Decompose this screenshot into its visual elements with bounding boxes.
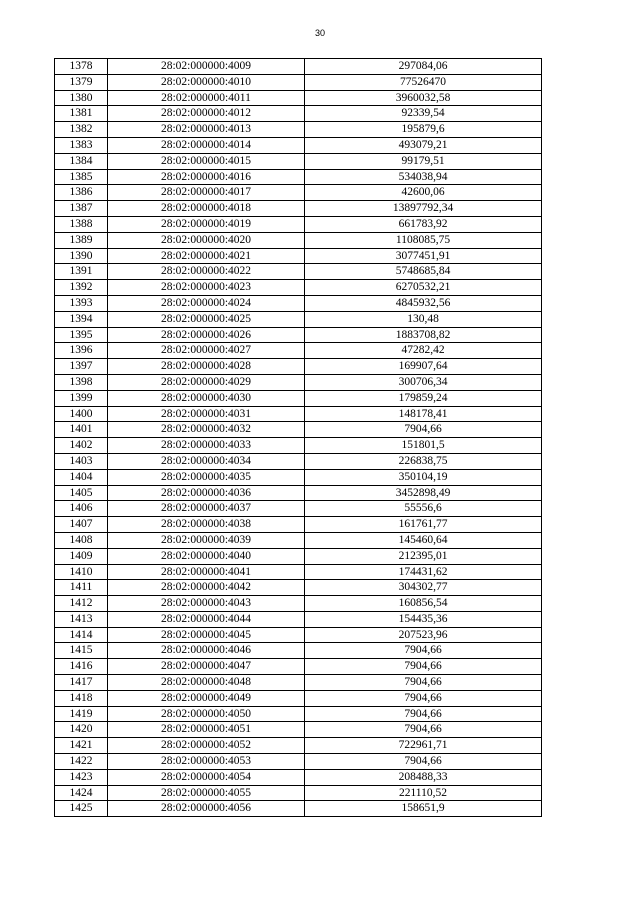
table-row xyxy=(55,137,542,153)
table-row xyxy=(55,659,542,675)
value-cell: 1108085,75 xyxy=(305,232,542,248)
cadastral-number-cell: 28:02:000000:4011 xyxy=(108,90,305,106)
table-row xyxy=(55,754,542,770)
row-number-cell: 1422 xyxy=(55,754,108,770)
cadastral-number-cell: 28:02:000000:4023 xyxy=(108,280,305,296)
cadastral-number-cell: 28:02:000000:4037 xyxy=(108,501,305,517)
value-cell: 7904,66 xyxy=(305,722,542,738)
table-row xyxy=(55,469,542,485)
table-row xyxy=(55,485,542,501)
table-row xyxy=(55,216,542,232)
cadastral-number-cell: 28:02:000000:4029 xyxy=(108,374,305,390)
row-number-cell: 1385 xyxy=(55,169,108,185)
table-row xyxy=(55,327,542,343)
row-number-cell: 1419 xyxy=(55,706,108,722)
table-row xyxy=(55,517,542,533)
cadastral-number-cell: 28:02:000000:4017 xyxy=(108,185,305,201)
cadastral-number-cell: 28:02:000000:4040 xyxy=(108,548,305,564)
cadastral-number-cell: 28:02:000000:4025 xyxy=(108,311,305,327)
row-number-cell: 1412 xyxy=(55,596,108,612)
row-number-cell: 1411 xyxy=(55,580,108,596)
cadastral-number-cell: 28:02:000000:4013 xyxy=(108,122,305,138)
cadastral-number-cell: 28:02:000000:4035 xyxy=(108,469,305,485)
table-row xyxy=(55,801,542,817)
table-row xyxy=(55,311,542,327)
value-cell: 55556,6 xyxy=(305,501,542,517)
value-cell: 42600,06 xyxy=(305,185,542,201)
value-cell: 3960032,58 xyxy=(305,90,542,106)
value-cell: 7904,66 xyxy=(305,422,542,438)
row-number-cell: 1387 xyxy=(55,201,108,217)
row-number-cell: 1425 xyxy=(55,801,108,817)
cadastral-number-cell: 28:02:000000:4033 xyxy=(108,438,305,454)
row-number-cell: 1398 xyxy=(55,374,108,390)
table-row xyxy=(55,769,542,785)
table-row xyxy=(55,580,542,596)
table-row xyxy=(55,422,542,438)
table-row xyxy=(55,706,542,722)
cadastral-number-cell: 28:02:000000:4042 xyxy=(108,580,305,596)
value-cell: 7904,66 xyxy=(305,754,542,770)
value-cell: 77526470 xyxy=(305,74,542,90)
value-cell: 7904,66 xyxy=(305,659,542,675)
row-number-cell: 1421 xyxy=(55,738,108,754)
page-number: 30 xyxy=(314,28,325,38)
cadastral-number-cell: 28:02:000000:4051 xyxy=(108,722,305,738)
cadastral-number-cell: 28:02:000000:4050 xyxy=(108,706,305,722)
row-number-cell: 1395 xyxy=(55,327,108,343)
cadastral-number-cell: 28:02:000000:4016 xyxy=(108,169,305,185)
table-row xyxy=(55,643,542,659)
row-number-cell: 1414 xyxy=(55,627,108,643)
value-cell: 169907,64 xyxy=(305,359,542,375)
table-row xyxy=(55,596,542,612)
cadastral-number-cell: 28:02:000000:4010 xyxy=(108,74,305,90)
row-number-cell: 1379 xyxy=(55,74,108,90)
row-number-cell: 1409 xyxy=(55,548,108,564)
cadastral-number-cell: 28:02:000000:4036 xyxy=(108,485,305,501)
row-number-cell: 1406 xyxy=(55,501,108,517)
value-cell: 174431,62 xyxy=(305,564,542,580)
value-cell: 4845932,56 xyxy=(305,295,542,311)
cadastral-number-cell: 28:02:000000:4049 xyxy=(108,690,305,706)
value-cell: 300706,34 xyxy=(305,374,542,390)
cadastral-number-cell: 28:02:000000:4038 xyxy=(108,517,305,533)
table-row xyxy=(55,738,542,754)
row-number-cell: 1413 xyxy=(55,611,108,627)
table-row xyxy=(55,359,542,375)
cadastral-number-cell: 28:02:000000:4021 xyxy=(108,248,305,264)
value-cell: 1883708,82 xyxy=(305,327,542,343)
value-cell: 148178,41 xyxy=(305,406,542,422)
cadastral-value-table xyxy=(54,58,542,817)
table-row xyxy=(55,564,542,580)
value-cell: 145460,64 xyxy=(305,532,542,548)
value-cell: 92339,54 xyxy=(305,106,542,122)
value-cell: 3077451,91 xyxy=(305,248,542,264)
cadastral-number-cell: 28:02:000000:4027 xyxy=(108,343,305,359)
cadastral-number-cell: 28:02:000000:4047 xyxy=(108,659,305,675)
cadastral-number-cell: 28:02:000000:4034 xyxy=(108,453,305,469)
table-row xyxy=(55,406,542,422)
table-row xyxy=(55,453,542,469)
value-cell: 226838,75 xyxy=(305,453,542,469)
cadastral-number-cell: 28:02:000000:4039 xyxy=(108,532,305,548)
cadastral-number-cell: 28:02:000000:4044 xyxy=(108,611,305,627)
row-number-cell: 1386 xyxy=(55,185,108,201)
row-number-cell: 1389 xyxy=(55,232,108,248)
table-row xyxy=(55,169,542,185)
value-cell: 722961,71 xyxy=(305,738,542,754)
table-row xyxy=(55,785,542,801)
row-number-cell: 1397 xyxy=(55,359,108,375)
row-number-cell: 1417 xyxy=(55,675,108,691)
cadastral-number-cell: 28:02:000000:4015 xyxy=(108,153,305,169)
row-number-cell: 1400 xyxy=(55,406,108,422)
cadastral-number-cell: 28:02:000000:4018 xyxy=(108,201,305,217)
cadastral-number-cell: 28:02:000000:4012 xyxy=(108,106,305,122)
table-row xyxy=(55,722,542,738)
value-cell: 13897792,34 xyxy=(305,201,542,217)
row-number-cell: 1408 xyxy=(55,532,108,548)
row-number-cell: 1381 xyxy=(55,106,108,122)
row-number-cell: 1399 xyxy=(55,390,108,406)
row-number-cell: 1382 xyxy=(55,122,108,138)
value-cell: 7904,66 xyxy=(305,643,542,659)
table-row xyxy=(55,690,542,706)
cadastral-number-cell: 28:02:000000:4032 xyxy=(108,422,305,438)
value-cell: 158651,9 xyxy=(305,801,542,817)
value-cell: 7904,66 xyxy=(305,690,542,706)
table-row xyxy=(55,343,542,359)
row-number-cell: 1393 xyxy=(55,295,108,311)
value-cell: 221110,52 xyxy=(305,785,542,801)
value-cell: 297084,06 xyxy=(305,59,542,75)
table-row xyxy=(55,201,542,217)
table-row xyxy=(55,532,542,548)
cadastral-number-cell: 28:02:000000:4028 xyxy=(108,359,305,375)
row-number-cell: 1423 xyxy=(55,769,108,785)
value-cell: 6270532,21 xyxy=(305,280,542,296)
value-cell: 195879,6 xyxy=(305,122,542,138)
cadastral-number-cell: 28:02:000000:4026 xyxy=(108,327,305,343)
cadastral-number-cell: 28:02:000000:4046 xyxy=(108,643,305,659)
cadastral-number-cell: 28:02:000000:4019 xyxy=(108,216,305,232)
row-number-cell: 1383 xyxy=(55,137,108,153)
value-cell: 151801,5 xyxy=(305,438,542,454)
table-row xyxy=(55,438,542,454)
value-cell: 47282,42 xyxy=(305,343,542,359)
row-number-cell: 1391 xyxy=(55,264,108,280)
value-cell: 130,48 xyxy=(305,311,542,327)
table-row xyxy=(55,59,542,75)
table-row xyxy=(55,390,542,406)
row-number-cell: 1396 xyxy=(55,343,108,359)
cadastral-number-cell: 28:02:000000:4043 xyxy=(108,596,305,612)
table-row xyxy=(55,153,542,169)
value-cell: 160856,54 xyxy=(305,596,542,612)
row-number-cell: 1403 xyxy=(55,453,108,469)
value-cell: 208488,33 xyxy=(305,769,542,785)
value-cell: 304302,77 xyxy=(305,580,542,596)
table-row xyxy=(55,264,542,280)
row-number-cell: 1390 xyxy=(55,248,108,264)
cadastral-number-cell: 28:02:000000:4053 xyxy=(108,754,305,770)
row-number-cell: 1378 xyxy=(55,59,108,75)
table-row xyxy=(55,295,542,311)
cadastral-number-cell: 28:02:000000:4041 xyxy=(108,564,305,580)
cadastral-number-cell: 28:02:000000:4031 xyxy=(108,406,305,422)
cadastral-number-cell: 28:02:000000:4055 xyxy=(108,785,305,801)
value-cell: 154435,36 xyxy=(305,611,542,627)
table-row xyxy=(55,627,542,643)
cadastral-number-cell: 28:02:000000:4009 xyxy=(108,59,305,75)
table-row xyxy=(55,548,542,564)
cadastral-number-cell: 28:02:000000:4054 xyxy=(108,769,305,785)
row-number-cell: 1402 xyxy=(55,438,108,454)
value-cell: 3452898,49 xyxy=(305,485,542,501)
row-number-cell: 1420 xyxy=(55,722,108,738)
table-row xyxy=(55,74,542,90)
value-cell: 179859,24 xyxy=(305,390,542,406)
cadastral-number-cell: 28:02:000000:4030 xyxy=(108,390,305,406)
value-cell: 207523,96 xyxy=(305,627,542,643)
table-body xyxy=(55,59,542,817)
value-cell: 7904,66 xyxy=(305,706,542,722)
value-cell: 161761,77 xyxy=(305,517,542,533)
row-number-cell: 1405 xyxy=(55,485,108,501)
value-cell: 212395,01 xyxy=(305,548,542,564)
cadastral-number-cell: 28:02:000000:4056 xyxy=(108,801,305,817)
value-cell: 7904,66 xyxy=(305,675,542,691)
value-cell: 534038,94 xyxy=(305,169,542,185)
table-row xyxy=(55,374,542,390)
value-cell: 99179,51 xyxy=(305,153,542,169)
table-row xyxy=(55,106,542,122)
table-row xyxy=(55,122,542,138)
cadastral-number-cell: 28:02:000000:4048 xyxy=(108,675,305,691)
row-number-cell: 1407 xyxy=(55,517,108,533)
value-cell: 493079,21 xyxy=(305,137,542,153)
cadastral-number-cell: 28:02:000000:4024 xyxy=(108,295,305,311)
table-row xyxy=(55,280,542,296)
table-row xyxy=(55,232,542,248)
row-number-cell: 1392 xyxy=(55,280,108,296)
row-number-cell: 1404 xyxy=(55,469,108,485)
row-number-cell: 1424 xyxy=(55,785,108,801)
row-number-cell: 1394 xyxy=(55,311,108,327)
cadastral-number-cell: 28:02:000000:4022 xyxy=(108,264,305,280)
row-number-cell: 1415 xyxy=(55,643,108,659)
value-cell: 661783,92 xyxy=(305,216,542,232)
cadastral-number-cell: 28:02:000000:4020 xyxy=(108,232,305,248)
table-row xyxy=(55,611,542,627)
table-row xyxy=(55,501,542,517)
value-cell: 5748685,84 xyxy=(305,264,542,280)
row-number-cell: 1418 xyxy=(55,690,108,706)
row-number-cell: 1416 xyxy=(55,659,108,675)
cadastral-number-cell: 28:02:000000:4052 xyxy=(108,738,305,754)
row-number-cell: 1401 xyxy=(55,422,108,438)
value-cell: 350104,19 xyxy=(305,469,542,485)
row-number-cell: 1380 xyxy=(55,90,108,106)
table-row xyxy=(55,248,542,264)
table-row xyxy=(55,185,542,201)
cadastral-number-cell: 28:02:000000:4014 xyxy=(108,137,305,153)
row-number-cell: 1388 xyxy=(55,216,108,232)
row-number-cell: 1410 xyxy=(55,564,108,580)
row-number-cell: 1384 xyxy=(55,153,108,169)
table-row xyxy=(55,90,542,106)
cadastral-number-cell: 28:02:000000:4045 xyxy=(108,627,305,643)
table-row xyxy=(55,675,542,691)
